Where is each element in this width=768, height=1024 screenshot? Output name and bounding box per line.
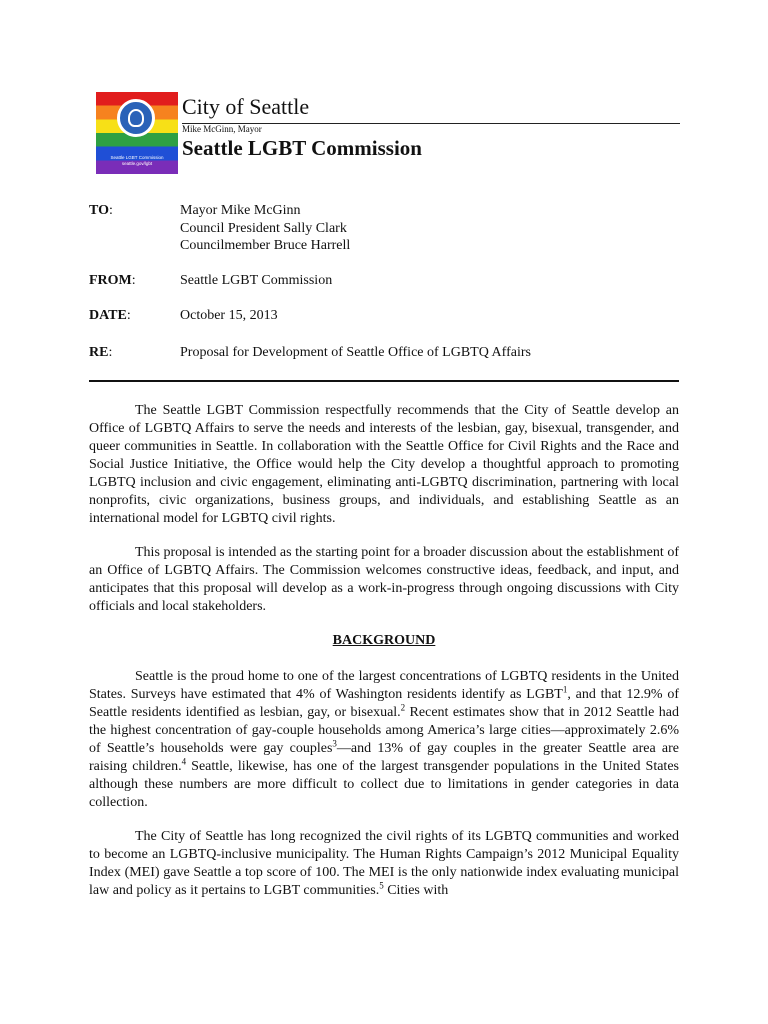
re-label: RE: [89, 345, 113, 360]
to-recipient: Council President Sally Clark [180, 220, 347, 236]
footnote-ref: 4 [181, 756, 187, 767]
body-paragraph: This proposal is intended as the starting point for a broader discussion about the establishment of an Office of LGBTQ Affairs. The Commission welcomes constructive ideas, feedback, and input, and anticipates that this proposal will develop as a work-in-progress through ongoing discussions with City officials and local stakeholders. [89, 545, 679, 614]
body-paragraph: The Seattle LGBT Commission respectfully recommends that the City of Seattle develop an Office of LGBTQ Affairs to serve the needs and interests of the lesbian, gay, bisexual, transgender, and queer communities in Seattle. In collaboration with the Seattle Office for Civil Rights and the Race and Social Justice Initiative, the Office would help the City develop a thoughtful approach to promoting LGBTQ inclusion and civic engagement, eliminating anti-LGBTQ discrimination, partnering with local nonprofits, civic organizations, business groups, and individuals, and establishing Seattle as an international model for LGBTQ civil rights. [89, 403, 679, 526]
to-recipient: Councilmember Bruce Harrell [180, 238, 351, 253]
to-recipient: Mayor Mike McGinn [180, 203, 301, 218]
re-value: Proposal for Development of Seattle Office of LGBTQ Affairs [180, 345, 531, 360]
to-label: TO: [89, 203, 113, 218]
city-seal-icon [117, 99, 155, 137]
footnote-ref: 2 [400, 702, 406, 713]
city-name: City of Seattle [182, 94, 310, 119]
date-label: DATE: [89, 308, 131, 323]
footnote-ref: 5 [379, 880, 384, 891]
footnote-ref: 3 [332, 738, 337, 749]
logo-url: seattle.gov/lgbt [121, 161, 153, 166]
body-paragraph: Seattle is the proud home to one of the largest concentrations of LGBTQ residents in the United States. Surveys have estimated that 4% of Washington residents identify as LGBT$^1$, and that 12.9% of Seattle residents identified as lesbian, gay, or bisexual.$^2$ Recent estimates show that in 2012 Seattle had the highest concentration of gay-couple households among America’s large cities—approximately 2.6% of Seattle’s households were gay couples$^3$—and 13% of gay couples in the greater Seattle area are raising children.$^4$ Seattle, likewise, has one of the largest transgender populations in the United States although these numbers are more difficult to collect due to limitations in gender categories in data collection. [89, 669, 680, 810]
body-paragraph: The City of Seattle has long recognized the civil rights of its LGBTQ communities and worked to become an LGBTQ-inclusive municipality. The Human Rights Campaign’s 2012 Municipal Equality Index (MEI) gave Seattle a top score of 100. The MEI is the only nationwide index evaluating municipal law and policy as it pertains to LGBT communities.$^5$ Cities with [89, 829, 679, 898]
mayor-name: Mike McGinn, Mayor [182, 124, 262, 134]
section-heading: BACKGROUND [332, 633, 436, 648]
footnote-ref: 1 [562, 684, 568, 695]
from-value: Seattle LGBT Commission [180, 273, 333, 288]
date-value: October 15, 2013 [180, 308, 278, 323]
seattle-lgbt-commission-logo [96, 92, 178, 174]
commission-name: Seattle LGBT Commission [182, 136, 422, 160]
from-label: FROM: [89, 273, 136, 288]
logo-caption: Seattle LGBT Commission [110, 155, 164, 160]
memo-divider [89, 380, 679, 382]
